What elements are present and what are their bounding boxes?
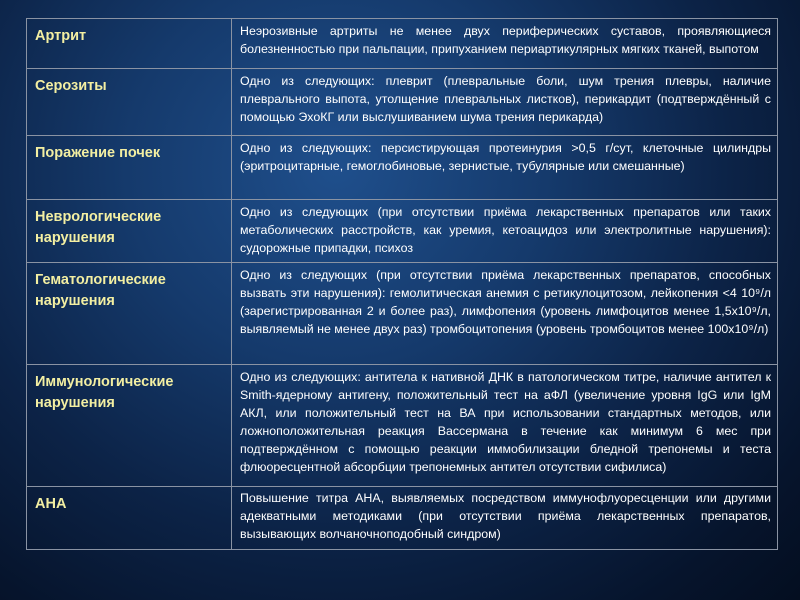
criterion-description: Одно из следующих (при отсутствии приёма лекарственных препаратов, способных вызвать эти нарушения): гемолитическая анемия с ретикулоцитозом, лейкопения <4 10⁹/л (зарегистрированная 2 и более раз), лимфопения (уровень лимфоцитов менее 1,5х10⁹/л, выявляемый не менее двух раз) тромбоцитопения (уровень тромбоцитов менее 100х10⁹/л) (232, 263, 778, 365)
criterion-term: Артрит (27, 19, 232, 69)
criterion-term: Поражение почек (27, 136, 232, 200)
criterion-description: Одно из следующих (при отсутствии приёма лекарственных препаратов или таких метаболических расстройств, как уремия, кетоацидоз или электролитные нарушения): судорожные припадки, психоз (232, 200, 778, 263)
criterion-term: Гематологические нарушения (27, 263, 232, 365)
criterion-description: Одно из следующих: плеврит (плевральные боли, шум трения плевры, наличие плеврального выпота, утолщение плевральных листков), перикардит (подтверждённый с помощью ЭхоКГ или выслушиванием шума трения перикарда) (232, 69, 778, 136)
criterion-description: Повышение титра АНА, выявляемых посредством иммунофлуоресценции или другими адекватными методиками (при отсутствии приёма лекарственных препаратов, вызывающих волчаночноподобный синдром) (232, 487, 778, 550)
criterion-description: Одно из следующих: персистирующая протеинурия >0,5 г/сут, клеточные цилиндры (эритроцитарные, гемоглобиновые, зернистые, тубулярные или смешанные) (232, 136, 778, 200)
criterion-description: Неэрозивные артриты не менее двух периферических суставов, проявляющиеся болезненностью при пальпации, припуханием периартикулярных мягких тканей, выпотом (232, 19, 778, 69)
criteria-row-hematological (27, 263, 778, 365)
criterion-description: Одно из следующих: антитела к нативной ДНК в патологическом титре, наличие антител к Smith-ядерному антигену, положительный тест на аФЛ (увеличение уровня IgG или IgM АКЛ, или положительный тест на ВА при использовании стандартных методов, или ложноположительная реакция Вассермана в течение как минимум 6 мес при подтверждённом с помощью реакции иммобилизации бледной трепонемы и теста флюоресцентной абсорбции трепонемных антител отсутствии сифилиса) (232, 365, 778, 487)
criteria-row-neurological (27, 200, 778, 263)
criterion-term: Иммунологические нарушения (27, 365, 232, 487)
criterion-term: Серозиты (27, 69, 232, 136)
criteria-row-serositis (27, 69, 778, 136)
criteria-row-immunological (27, 365, 778, 487)
criterion-term: Неврологические нарушения (27, 200, 232, 263)
criterion-term: АНА (27, 487, 232, 550)
criteria-row-arthritis (27, 19, 778, 69)
criteria-table (26, 18, 778, 550)
criteria-row-kidney (27, 136, 778, 200)
criteria-row-ana (27, 487, 778, 550)
